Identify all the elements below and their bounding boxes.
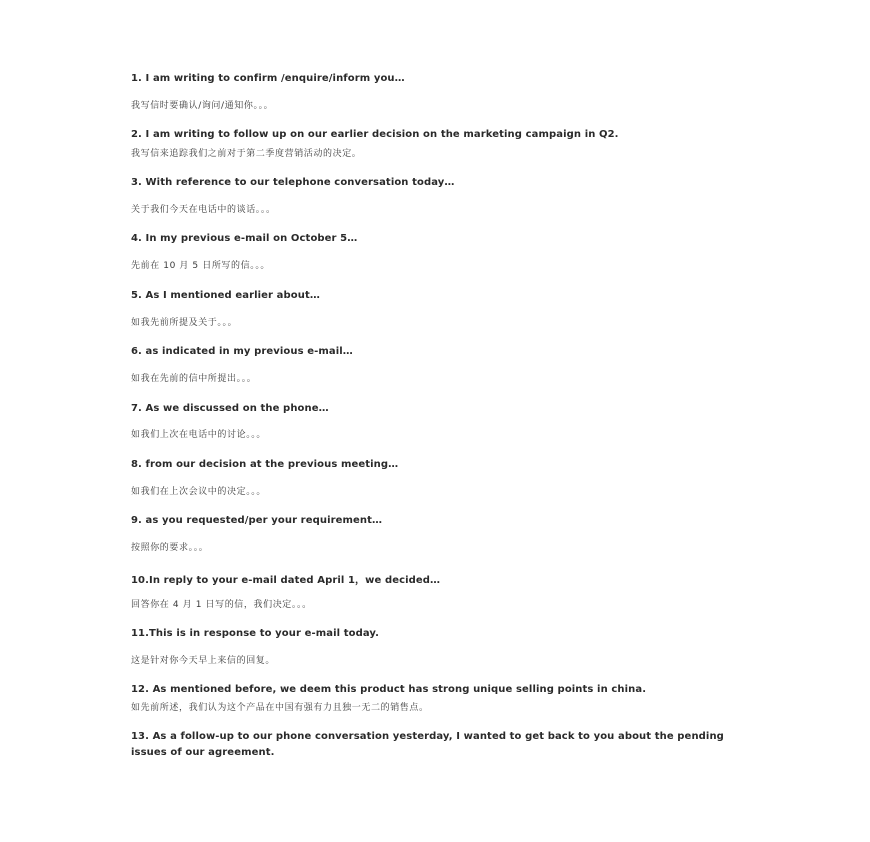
phrase-8-zh: 如我们在上次会议中的决定。。。 — [131, 487, 267, 497]
phrase-9-zh: 按照你的要求。。。 — [131, 543, 209, 553]
phrase-4-en: 4. In my previous e-mail on October 5… — [131, 233, 358, 244]
phrase-7-zh: 如我们上次在电话中的讨论。。。 — [131, 430, 267, 440]
phrase-2-en: 2. I am writing to follow up on our earlier decision on the marketing campaign in Q2. — [131, 129, 619, 140]
phrase-11-zh: 这是针对你今天早上来信的回复。 — [131, 656, 276, 666]
phrase-10-en: 10.In reply to your e-mail dated April 1，we decided… — [131, 575, 441, 586]
phrase-6-en: 6. as indicated in my previous e-mail… — [131, 346, 353, 357]
phrase-4-zh: 先前在 10 月 5 日所写的信。。。 — [131, 261, 271, 271]
phrase-11-en: 11.This is in response to your e-mail today. — [131, 628, 379, 639]
phrase-5-en: 5. As I mentioned earlier about… — [131, 290, 320, 301]
phrase-3-en: 3. With reference to our telephone conversation today… — [131, 177, 455, 188]
phrase-3-zh: 关于我们今天在电话中的谈话。。。 — [131, 205, 276, 215]
phrase-1-zh: 我写信时要确认/询问/通知你。。。 — [131, 101, 274, 111]
phrase-1-en: 1. I am writing to confirm /enquire/inform you… — [131, 73, 405, 84]
phrase-13-en: 13. As a follow-up to our phone conversation yesterday, I wanted to get back to you about the pending issues of our agreement. — [131, 731, 724, 758]
phrase-12-en: 12. As mentioned before, we deem this product has strong unique selling points in china. — [131, 684, 647, 695]
phrase-10-zh: 回答你在 4 月 1 日写的信，我们决定。。。 — [131, 600, 312, 610]
phrase-9-en: 9. as you requested/per your requirement… — [131, 515, 383, 526]
phrase-7-en: 7. As we discussed on the phone… — [131, 403, 329, 414]
phrase-8-en: 8. from our decision at the previous meeting… — [131, 459, 399, 470]
phrase-2-zh: 我写信来追踪我们之前对于第二季度营销活动的决定。 — [131, 149, 362, 159]
phrase-12-zh: 如先前所述，我们认为这个产品在中国有强有力且独一无二的销售点。 — [131, 703, 429, 713]
phrase-6-zh: 如我在先前的信中所提出。。。 — [131, 374, 257, 384]
phrase-5-zh: 如我先前所提及关于。。。 — [131, 318, 238, 328]
